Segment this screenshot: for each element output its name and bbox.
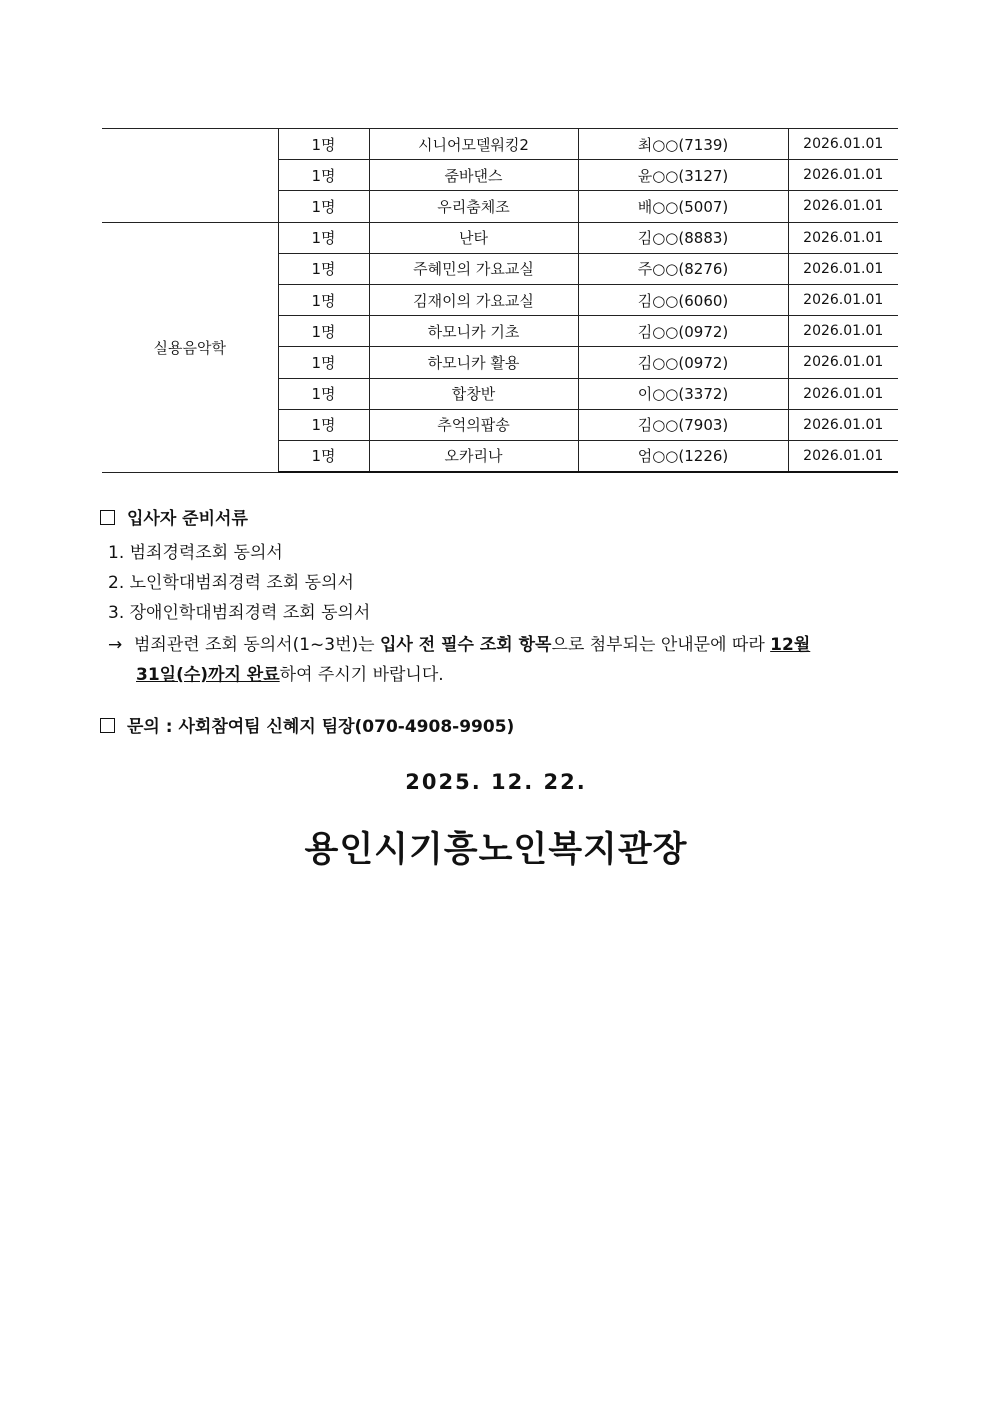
- date-cell: 2026.01.01: [788, 316, 898, 347]
- count-cell: 1명: [278, 253, 369, 284]
- program-cell: 하모니카 기초: [369, 316, 578, 347]
- program-cell: 오카리나: [369, 440, 578, 472]
- count-cell: 1명: [278, 284, 369, 315]
- staff-table-body: [102, 129, 898, 473]
- name-cell: 이○○(3372): [578, 378, 788, 409]
- organization-name: 용인시기흥노인복지관장: [304, 830, 688, 870]
- document-date: 2025. 12. 22.: [405, 770, 587, 794]
- name-cell: 주○○(8276): [578, 253, 788, 284]
- program-cell: 합창반: [369, 378, 578, 409]
- program-cell: 난타: [369, 222, 578, 253]
- name-cell: 최○○(7139): [578, 129, 788, 160]
- program-cell: 김재이의 가요교실: [369, 284, 578, 315]
- name-cell: 엄○○(1226): [578, 440, 788, 472]
- table-row: [102, 222, 898, 253]
- date-cell: 2026.01.01: [788, 253, 898, 284]
- program-cell: 우리춤체조: [369, 191, 578, 222]
- document-item: 1. 범죄경력조회 동의서: [108, 543, 283, 563]
- document-item: 3. 장애인학대범죄경력 조회 동의서: [108, 603, 371, 623]
- notice-text-3: 하여 주시기 바랍니다.: [279, 665, 444, 685]
- notice-paragraph: [108, 630, 920, 690]
- date-cell: 2026.01.01: [788, 191, 898, 222]
- count-cell: 1명: [278, 160, 369, 191]
- name-cell: 윤○○(3127): [578, 160, 788, 191]
- count-cell: 1명: [278, 378, 369, 409]
- category-cell: [102, 129, 278, 223]
- staff-table: [102, 128, 898, 473]
- count-cell: 1명: [278, 409, 369, 440]
- contact-line: [100, 712, 514, 737]
- date-cell: 2026.01.01: [788, 347, 898, 378]
- notice-text-2: 으로 첨부되는 안내문에 따라: [551, 635, 771, 655]
- date-cell: 2026.01.01: [788, 440, 898, 472]
- date-cell: 2026.01.01: [788, 222, 898, 253]
- arrow-right-icon: →: [108, 635, 123, 655]
- required-documents-section: [100, 508, 920, 690]
- count-cell: 1명: [278, 440, 369, 472]
- program-cell: 시니어모델워킹2: [369, 129, 578, 160]
- checkbox-square-icon: [100, 510, 115, 525]
- date-cell: 2026.01.01: [788, 409, 898, 440]
- count-cell: 1명: [278, 129, 369, 160]
- notice-text-1: 범죄관련 조회 동의서(1~3번)는: [134, 635, 380, 655]
- notice-line-1: [108, 630, 920, 660]
- program-cell: 추억의팝송: [369, 409, 578, 440]
- notice-emphasis: 입사 전 필수 조회 항목: [380, 635, 552, 655]
- deadline-month: 12월: [770, 635, 811, 655]
- notice-line-2: [108, 660, 920, 690]
- date-cell: 2026.01.01: [788, 378, 898, 409]
- count-cell: 1명: [278, 316, 369, 347]
- program-cell: 주혜민의 가요교실: [369, 253, 578, 284]
- category-cell: 실용음악학: [102, 222, 278, 472]
- date-cell: 2026.01.01: [788, 129, 898, 160]
- date-cell: 2026.01.01: [788, 284, 898, 315]
- program-cell: 줌바댄스: [369, 160, 578, 191]
- count-cell: 1명: [278, 347, 369, 378]
- documents-title: 입사자 준비서류: [127, 509, 248, 529]
- table-row: [102, 129, 898, 160]
- deadline-day: 31일(수)까지 완료: [136, 665, 280, 685]
- name-cell: 김○○(0972): [578, 347, 788, 378]
- document-item: 2. 노인학대범죄경력 조회 동의서: [108, 573, 354, 593]
- name-cell: 김○○(7903): [578, 409, 788, 440]
- program-cell: 하모니카 활용: [369, 347, 578, 378]
- name-cell: 김○○(8883): [578, 222, 788, 253]
- documents-heading: [100, 508, 920, 530]
- checkbox-square-icon: [100, 718, 115, 733]
- name-cell: 배○○(5007): [578, 191, 788, 222]
- name-cell: 김○○(0972): [578, 316, 788, 347]
- count-cell: 1명: [278, 222, 369, 253]
- date-cell: 2026.01.01: [788, 160, 898, 191]
- name-cell: 김○○(6060): [578, 284, 788, 315]
- count-cell: 1명: [278, 191, 369, 222]
- contact-text: 문의 : 사회참여팀 신혜지 팀장(070-4908-9905): [127, 717, 515, 737]
